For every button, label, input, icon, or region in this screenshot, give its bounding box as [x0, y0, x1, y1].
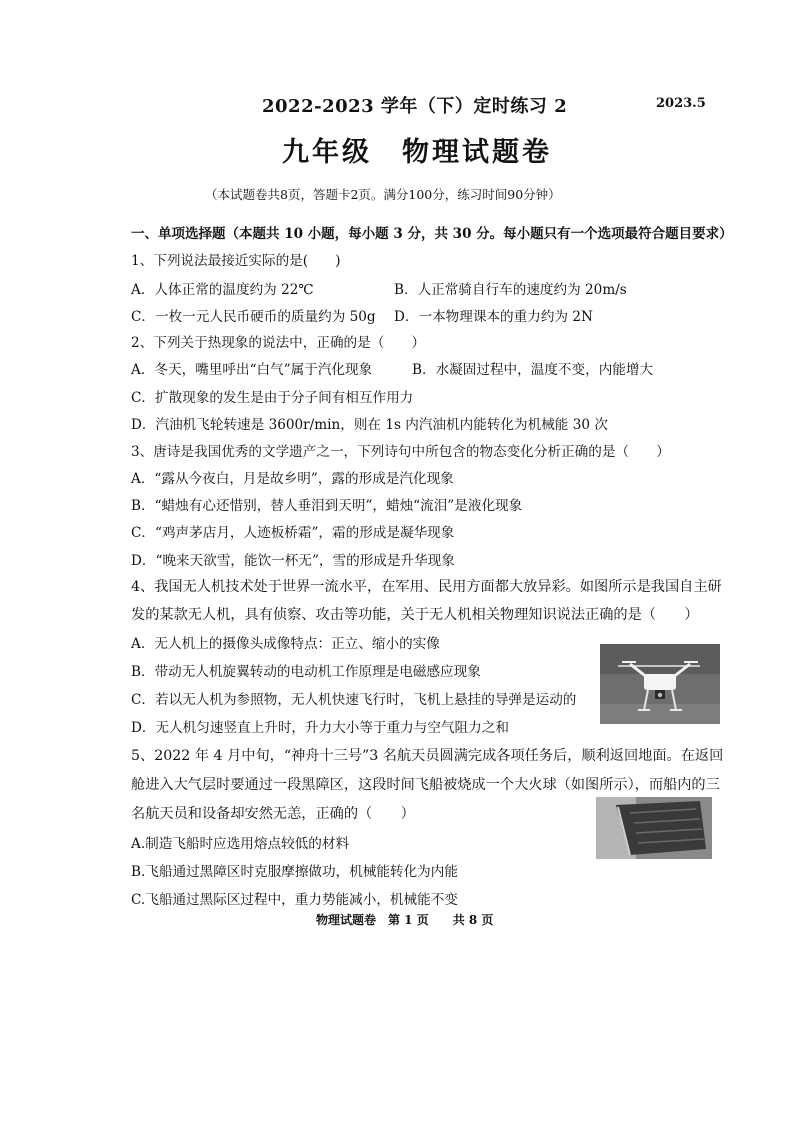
q2-option-c: C．扩散现象的发生是由于分子间有相互作用力	[131, 390, 414, 406]
q5-option-a: A.制造飞船时应选用熔点较低的材料	[131, 836, 350, 852]
q5-option-b: B.飞船通过黑障区时克服摩擦做功，机械能转化为内能	[131, 864, 458, 880]
q4-option-b: B．带动无人机旋翼转动的电动机工作原理是电磁感应现象	[131, 664, 481, 680]
q1-stem: 1、下列说法最接近实际的是( )	[131, 253, 341, 269]
drone-photo-sky	[600, 644, 720, 674]
q3-option-d: D．“晚来天欲雪，能饮一杯无”，雪的形成是升华现象	[131, 553, 455, 569]
drone-photo	[600, 644, 720, 724]
q3-option-b: B．“蜡烛有心还惜别，替人垂泪到天明”，蜡烛“流泪”是液化现象	[131, 498, 523, 514]
capsule-icon	[616, 801, 706, 855]
q2-stem: 2、下列关于热现象的说法中，正确的是（ ）	[131, 335, 426, 351]
q5-stem-line1: 5、2022 年 4 月中旬，“神舟十三号”3 名航天员圆满完成各项任务后，顺利返回地面。在返回	[131, 748, 724, 764]
q1-option-d: D．一本物理课本的重力约为 2N	[394, 309, 593, 325]
drone-photo-ground	[600, 704, 720, 724]
q4-option-c: C．若以无人机为参照物，无人机快速飞行时，飞机上悬挂的导弹是运动的	[131, 692, 577, 708]
q3-option-c: C．“鸡声茅店月，人迹板桥霜”，霜的形成是凝华现象	[131, 525, 455, 541]
q3-stem: 3、唐诗是我国优秀的文学遗产之一，下列诗句中所包含的物态变化分析正确的是（ ）	[131, 444, 670, 460]
exam-date: 2023.5	[656, 96, 706, 111]
capsule-photo	[596, 797, 712, 859]
q4-stem-line1: 4、我国无人机技术处于世界一流水平，在军用、民用方面都大放异彩。如图所示是我国自主研	[131, 579, 722, 595]
exam-note: （本试题卷共8页，答题卡2页。满分100分，练习时间90分钟）	[205, 187, 561, 202]
q5-stem-line2: 舱进入大气层时要通过一段黑障区，这段时间飞船被烧成一个大火球（如图所示），而船内的三	[131, 777, 720, 793]
page-footer: 物理试题卷 第 1 页 共 8 页	[316, 913, 494, 927]
q3-option-a: A．“露从今夜白，月是故乡明”，露的形成是汽化现象	[131, 471, 454, 487]
q4-option-a: A．无人机上的摄像头成像特点：正立、缩小的实像	[131, 636, 440, 652]
q1-option-b: B．人正常骑自行车的速度约为 20m/s	[394, 282, 627, 298]
q4-option-d: D．无人机匀速竖直上升时，升力大小等于重力与空气阻力之和	[131, 720, 509, 736]
q5-stem-line3: 名航天员和设备却安然无恙，正确的（ ）	[131, 806, 415, 822]
q2-option-b: B．水凝固过程中，温度不变，内能增大	[412, 362, 654, 378]
exam-title: 2022-2023 学年（下）定时练习 2	[262, 96, 568, 117]
q2-option-a: A．冬天，嘴里呼出“白气”属于汽化现象	[131, 362, 373, 378]
exam-subtitle: 九年级 物理试题卷	[282, 137, 552, 168]
section-heading: 一、单项选择题（本题共 10 小题，每小题 3 分，共 30 分。每小题只有一个选项最符合题目要求）	[131, 226, 733, 242]
q1-option-c: C．一枚一元人民币硬币的质量约为 50g	[131, 309, 376, 325]
q2-option-d: D．汽油机飞轮转速是 3600r/min，则在 1s 内汽油机内能转化为机械能 30 次	[131, 417, 608, 433]
q5-option-c: C.飞船通过黑际区过程中，重力势能减小，机械能不变	[131, 892, 458, 908]
q4-stem-line2: 发的某款无人机，具有侦察、攻击等功能，关于无人机相关物理知识说法正确的是（ ）	[131, 607, 699, 623]
q1-option-a: A．人体正常的温度约为 22℃	[131, 282, 314, 298]
